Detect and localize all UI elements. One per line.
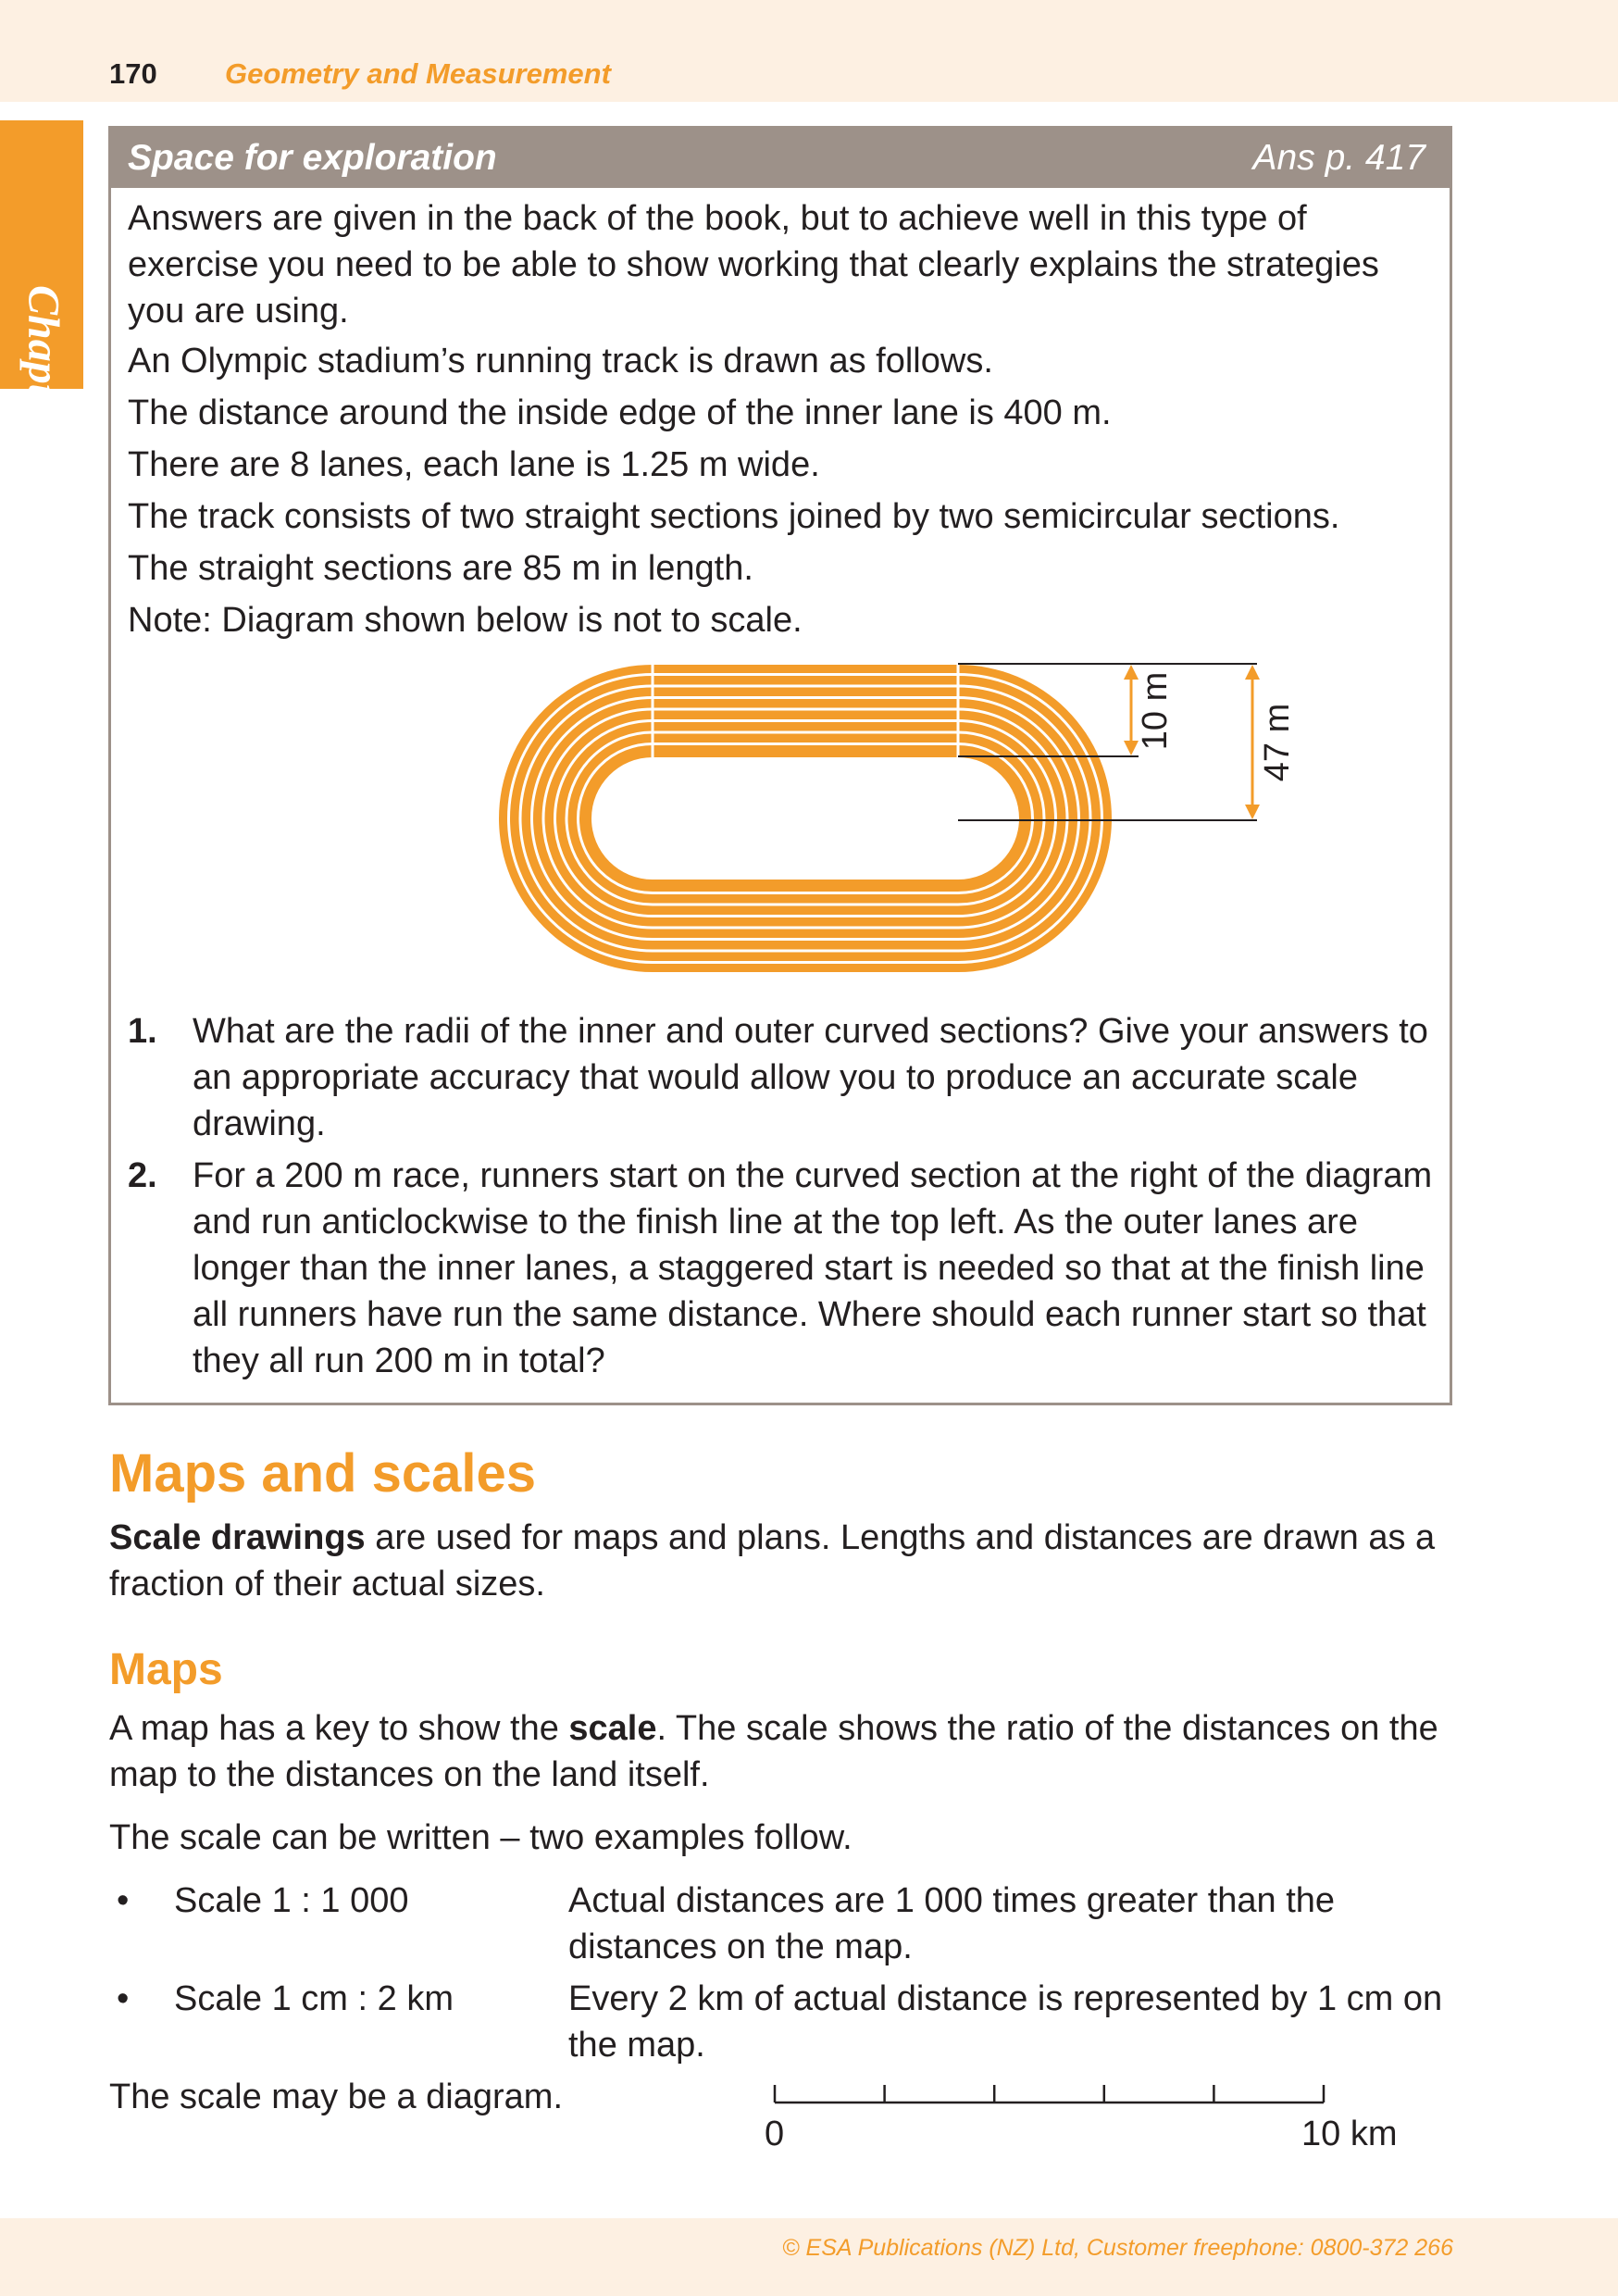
running-track-diagram xyxy=(472,648,1324,991)
track-surface xyxy=(499,665,1112,972)
exploration-title: Space for exploration xyxy=(128,138,497,178)
bullet-dot: • xyxy=(117,1979,130,2018)
section-heading: Maps and scales xyxy=(109,1443,536,1504)
term-scale: scale xyxy=(568,1709,657,1748)
answer-reference: Ans p. 417 xyxy=(1252,138,1425,178)
fact-3: There are 8 lanes, each lane is 1.25 m wide. xyxy=(128,445,820,484)
bullet-description: Every 2 km of actual distance is represented by 1 cm on the map. xyxy=(568,1979,1443,2065)
question-1 xyxy=(128,1008,1433,1147)
scale-start-label: 0 xyxy=(765,2115,785,2153)
question-text: What are the radii of the inner and outer curved sections? Give your answers to an appropriate accuracy that would allow you to produce an accurate scale drawing. xyxy=(193,1012,1428,1143)
map-scale-text-b: . The scale shows the ratio of the distances on the map to the distances on the land itself. xyxy=(109,1709,1438,1794)
exploration-header-bar xyxy=(111,129,1450,188)
scale-diagram-caption: The scale may be a diagram. xyxy=(109,2078,564,2116)
scale-examples-intro: The scale can be written – two examples follow. xyxy=(109,1818,853,1857)
running-title: Geometry and Measurement xyxy=(225,57,611,90)
bullet-term: Scale 1 cm : 2 km xyxy=(174,1979,454,2018)
dimension-label-10m: 10 m xyxy=(1136,671,1175,751)
dimension-label-47m: 47 m xyxy=(1258,703,1297,782)
map-scale-paragraph xyxy=(109,1705,1461,1798)
question-2 xyxy=(128,1153,1433,1384)
scale-drawings-text: are used for maps and plans. Lengths and distances are drawn as a fraction of their actual sizes. xyxy=(109,1518,1436,1603)
chapter-tab-label: Chapter 9 xyxy=(19,284,68,468)
map-scale-text-a: A map has a key to show the xyxy=(109,1709,569,1748)
bullet-dot: • xyxy=(117,1881,130,1920)
fact-1: An Olympic stadium’s running track is drawn as follows. xyxy=(128,342,993,381)
fact-2: The distance around the inside edge of the inner lane is 400 m. xyxy=(128,393,1112,432)
question-number: 2. xyxy=(128,1156,157,1195)
fact-5: The straight sections are 85 m in length. xyxy=(128,549,753,588)
term-scale-drawings: Scale drawings xyxy=(109,1518,366,1557)
chapter-tab xyxy=(0,120,83,468)
scale-end-label: 10 km xyxy=(1301,2115,1398,2153)
exploration-intro: Answers are given in the back of the book, but to achieve well in this type of exercise you need to be able to show working that clearly explains the strategies you are using. xyxy=(128,199,1379,331)
fact-6: Note: Diagram shown below is not to scale. xyxy=(128,601,803,640)
bullet-description: Actual distances are 1 000 times greater than the distances on the map. xyxy=(568,1881,1336,1966)
scale-bar xyxy=(759,2070,1351,2107)
footer-copyright: © ESA Publications (NZ) Ltd, Customer freephone: 0800-372 266 xyxy=(782,2235,1453,2261)
question-number: 1. xyxy=(128,1012,157,1051)
question-text: For a 200 m race, runners start on the curved section at the right of the diagram and run anticlockwise to the finish line at the top left. As the outer lanes are longer than the inner lanes, a staggered start is needed so that at the finish line all runners have run the same distance. Where should each runner start so that they all run 200 m in total? xyxy=(193,1156,1433,1380)
scale-bar-lines xyxy=(775,2085,1324,2103)
page-number: 170 xyxy=(109,57,157,90)
scale-drawings-paragraph xyxy=(109,1515,1461,1607)
subheading-maps: Maps xyxy=(109,1645,223,1694)
bullet-term: Scale 1 : 1 000 xyxy=(174,1881,409,1920)
fact-4: The track consists of two straight sections joined by two semicircular sections. xyxy=(128,497,1340,536)
